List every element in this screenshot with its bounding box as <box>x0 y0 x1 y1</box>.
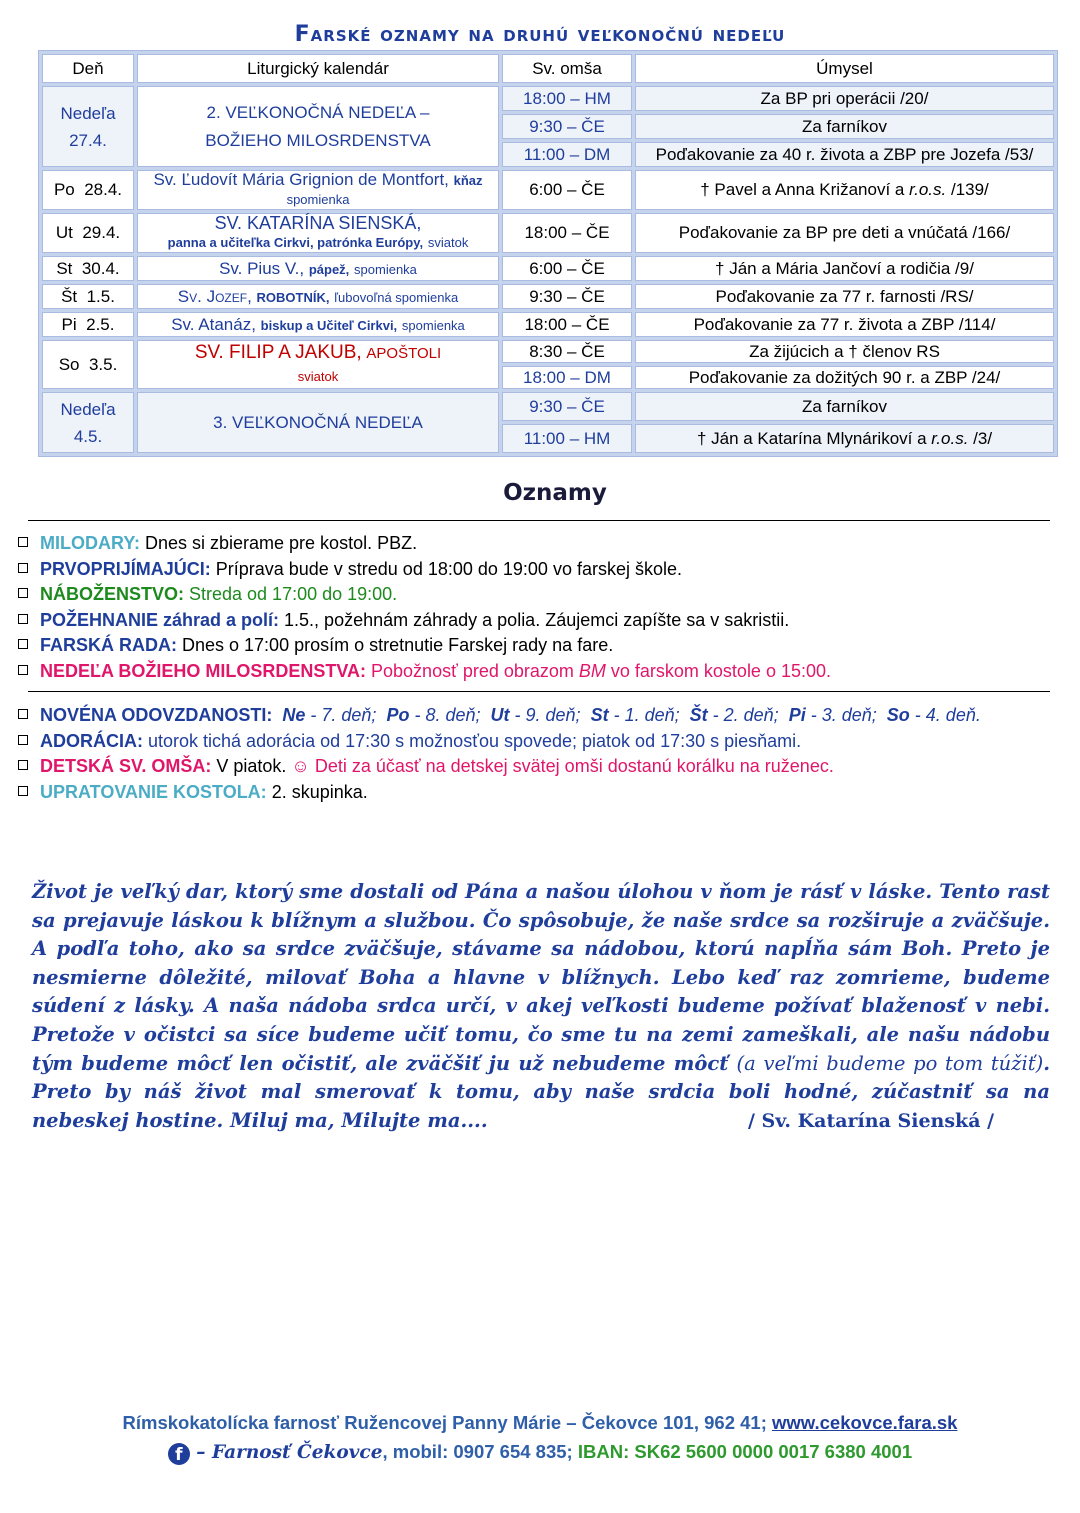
feast-name: Sv. Atanáz, <box>171 314 256 334</box>
list-item <box>18 608 831 634</box>
intent-text: † Ján a Katarína Mlynárikoví a <box>696 428 932 448</box>
item-text: Deti za účasť na detskej svätej omši dostanú korálku na ruženec. <box>309 756 834 776</box>
day-date: 30.4. <box>81 258 120 278</box>
facebook-icon[interactable]: f <box>168 1443 190 1465</box>
feast-name: Sv. Jozef, <box>177 286 252 306</box>
mass-intent <box>635 424 1054 453</box>
table-row <box>42 213 1054 253</box>
footer-address <box>0 1412 1080 1434</box>
feast-rank: biskup a Učiteľ Cirkvi, <box>260 317 398 333</box>
feast-cell <box>137 312 499 337</box>
novena-day: Pi <box>788 705 806 725</box>
mass-time: 6:00 – ČE <box>502 256 632 281</box>
header-day: Deň <box>42 54 134 83</box>
checkbox-bullet-icon <box>18 639 28 649</box>
mass-time: 9:30 – ČE <box>502 284 632 309</box>
feast-rank-label: spomienka <box>401 317 465 333</box>
smiley-icon: ☺ <box>291 756 310 776</box>
mass-time: 11:00 – DM <box>502 142 632 167</box>
day-name: Št <box>61 286 78 306</box>
feast-rank-label: ľubovoľná spomienka <box>334 289 459 305</box>
quote-signature: / Sv. Katarína Sienská / <box>748 1110 995 1132</box>
mass-time: 6:00 – ČE <box>502 170 632 210</box>
day-name: Nedeľa <box>60 399 116 419</box>
table-row <box>42 170 1054 210</box>
feast-cell <box>137 86 499 167</box>
item-text: vo farskom kostole o 15:00. <box>605 660 832 681</box>
novena-count: - 7. deň; <box>305 705 377 725</box>
checkbox-bullet-icon <box>18 588 28 598</box>
mass-time: 18:00 – ČE <box>502 213 632 253</box>
schedule-table <box>38 50 1058 457</box>
item-label: UPRATOVANIE KOSTOLA: <box>40 781 267 802</box>
feast-rank: pápež, <box>308 261 350 277</box>
mass-intent: Poďakovanie za BP pre deti a vnúčatá /166/ <box>635 213 1054 253</box>
feast-rank: APOŠTOLI <box>366 344 442 362</box>
announcements-list-1 <box>18 531 831 684</box>
item-label: FARSKÁ RADA: <box>40 635 177 655</box>
checkbox-bullet-icon <box>18 735 28 745</box>
header-calendar: Liturgický kalendár <box>137 54 499 83</box>
mass-time: 9:30 – ČE <box>502 392 632 421</box>
quote-part: . Preto by náš život mal smerovať k tomu, aby naše srdcia boli hodné, zúčastniť sa na nebeskej hostine. Miluj ma, Milujte ma.... <box>32 1051 1050 1132</box>
intent-text: † Pavel a Anna Križanoví a <box>700 180 910 199</box>
intent-abbrev: r.o.s. <box>909 180 947 199</box>
table-row <box>42 256 1054 281</box>
item-label: POŽEHNANIE záhrad a polí: <box>40 609 280 630</box>
day-date: 2.5. <box>86 314 115 334</box>
mass-intent: Poďakovanie za dožitých 90 r. a ZBP /24/ <box>635 366 1054 389</box>
feast-name: SV. KATARÍNA SIENSKÁ, <box>214 213 422 233</box>
checkbox-bullet-icon <box>18 614 28 624</box>
item-label: ADORÁCIA: <box>40 730 143 751</box>
checkbox-bullet-icon <box>18 665 28 675</box>
footer-address-text: Rímskokatolícka farnosť Ružencovej Panny Márie – Čekovce 101, 962 41; <box>122 1412 773 1433</box>
mass-intent: Za žijúcich a † členov RS <box>635 340 1054 363</box>
novena-count: - 9. deň; <box>509 705 581 725</box>
feast-cell <box>137 340 499 389</box>
novena-count: - 4. deň. <box>909 705 981 725</box>
mass-intent: Za farníkov <box>635 114 1054 139</box>
day-date: 29.4. <box>82 223 121 242</box>
item-text: Streda od 17:00 do 19:00. <box>184 584 398 604</box>
checkbox-bullet-icon <box>18 786 28 796</box>
feast-rank-label: sviatok <box>427 235 469 250</box>
table-row <box>42 86 1054 111</box>
mass-time: 8:30 – ČE <box>502 340 632 363</box>
divider <box>28 691 1050 692</box>
day-date: 4.5. <box>73 426 103 446</box>
list-item-novena <box>18 703 981 729</box>
item-text: Pobožnosť pred obrazom <box>366 660 579 681</box>
list-item <box>18 780 981 806</box>
mass-intent: Poďakovanie za 77 r. života a ZBP /114/ <box>635 312 1054 337</box>
mass-time: 11:00 – HM <box>502 424 632 453</box>
novena-day: Ne <box>282 705 306 725</box>
mass-intent: † Ján a Mária Jančoví a rodičia /9/ <box>635 256 1054 281</box>
table-row <box>42 284 1054 309</box>
intent-abbrev: r.o.s. <box>931 428 969 448</box>
quote-part: Život je veľký dar, ktorý sme dostali od Pána a našou úlohou v ňom je rásť v láske. Tento rast sa prejavuje láskou k blížnym a službou. Čo spôsobuje, že naše srdce sa rozširuje a zväčšuje. A podľa toho, ako sa srdce zväčšuje, stávame sa nádobou, ktorú napĺňa sám Boh. Preto je nesmierne dôležité, milovať Boha a hlavne v blížnych. Lebo keď raz zomrieme, budeme súdení z lásky. A naša nádoba srdca určí, v akej veľkosti budeme požívať blaženosť v nebi. Pretože v očistci sa síce budeme učiť tomu, čo sme tu na zemi zameškali, ale našu nádobu tým budeme môcť len očistiť, ale zväčšiť ju už nebudeme môcť <box>32 880 1050 1075</box>
feast-name: 2. VEĽKONOČNÁ NEDEĽA – <box>206 102 430 122</box>
checkbox-bullet-icon <box>18 709 28 719</box>
novena-day: Po <box>386 705 410 725</box>
mass-time: 18:00 – DM <box>502 366 632 389</box>
item-label: NÁBOŽENSTVO: <box>40 584 184 604</box>
item-label: NEDEĽA BOŽIEHO MILOSRDENSTVA: <box>40 660 367 681</box>
day-cell <box>42 86 134 167</box>
header-intent: Úmysel <box>635 54 1054 83</box>
mass-time: 18:00 – ČE <box>502 312 632 337</box>
novena-day: So <box>886 705 910 725</box>
intent-number: /3/ <box>968 428 993 448</box>
table-row <box>42 340 1054 363</box>
day-name: Pi <box>61 314 77 334</box>
list-item <box>18 659 831 685</box>
list-item <box>18 729 981 755</box>
list-item <box>18 754 981 780</box>
feast-rank: kňaz <box>453 173 483 188</box>
feast-name: Sv. Pius V., <box>219 258 305 278</box>
item-text: 2. skupinka. <box>266 781 368 802</box>
list-item <box>18 582 831 608</box>
item-label: MILODARY: <box>40 533 140 553</box>
day-date: 28.4. <box>84 180 123 199</box>
day-cell <box>42 340 134 389</box>
item-label: NOVÉNA ODOVZDANOSTI: <box>40 705 273 725</box>
day-cell <box>42 170 134 210</box>
list-item <box>18 557 831 583</box>
novena-count: - 8. deň; <box>409 705 481 725</box>
item-label: PRVOPRIJÍMAJÚCI: <box>40 558 211 579</box>
day-date: 1.5. <box>86 286 115 306</box>
intent-number: /139/ <box>946 180 989 199</box>
day-name: Po <box>53 180 75 199</box>
divider <box>28 520 1050 521</box>
day-cell <box>42 392 134 453</box>
list-item <box>18 633 831 659</box>
table-header-row <box>42 54 1054 83</box>
novena-count: - 2. deň; <box>707 705 779 725</box>
day-name: St <box>56 258 73 278</box>
item-text: utorok tichá adorácia od 17:30 s možnosťou spovede; piatok od 17:30 s piesňami. <box>143 730 802 751</box>
mass-intent: Za BP pri operácii /20/ <box>635 86 1054 111</box>
mass-intent: Poďakovanie za 40 r. života a ZBP pre Jozefa /53/ <box>635 142 1054 167</box>
table-row <box>42 392 1054 421</box>
day-cell <box>42 213 134 253</box>
page-title: Farské oznamy na druhú veľkonočnú nedeľu <box>294 22 786 47</box>
quote-text <box>32 878 1050 1135</box>
day-name: So <box>58 354 80 374</box>
item-text: 1.5., požehnám záhrady a polia. Záujemci zapíšte sa v sakristii. <box>279 609 790 630</box>
item-text-italic: BM <box>578 660 606 681</box>
mobile-number: , mobil: 0907 654 835; <box>382 1441 578 1462</box>
item-label: DETSKÁ SV. OMŠA: <box>40 756 212 776</box>
feast-cell: 3. VEĽKONOČNÁ NEDEĽA <box>137 392 499 453</box>
iban-text: IBAN: SK62 5600 0000 0017 6380 4001 <box>577 1441 913 1462</box>
novena-day: St <box>590 705 609 725</box>
day-name: Nedeľa <box>60 103 116 123</box>
checkbox-bullet-icon <box>18 537 28 547</box>
feast-name: SV. FILIP A JAKUB, <box>194 341 362 363</box>
day-name: Ut <box>55 223 73 242</box>
day-cell <box>42 284 134 309</box>
website-link[interactable]: www.cekovce.fara.sk <box>772 1412 958 1433</box>
list-item <box>18 531 831 557</box>
mass-intent: Poďakovanie za 77 r. farnosti /RS/ <box>635 284 1054 309</box>
item-text: Dnes si zbierame pre kostol. PBZ. <box>139 533 418 553</box>
item-text: V piatok. <box>211 756 292 776</box>
mass-time: 9:30 – ČE <box>502 114 632 139</box>
announcements-heading: Oznamy <box>503 480 607 506</box>
novena-day: Št <box>689 705 708 725</box>
novena-count: - 1. deň; <box>608 705 680 725</box>
day-cell <box>42 312 134 337</box>
quote-part-light: (a veľmi budeme po tom túžiť) <box>736 1051 1044 1075</box>
checkbox-bullet-icon <box>18 760 28 770</box>
novena-day: Ut <box>490 705 510 725</box>
footer-contact <box>0 1441 1080 1465</box>
item-text: Príprava bude v stredu od 18:00 do 19:00 vo farskej škole. <box>210 558 682 579</box>
item-text: Dnes o 17:00 prosím o stretnutie Farskej rady na fare. <box>177 635 614 655</box>
feast-rank: panna a učiteľka Cirkvi, patrónka Európy, <box>167 235 424 250</box>
header-mass: Sv. omša <box>502 54 632 83</box>
day-date: 3.5. <box>88 354 118 374</box>
mass-intent <box>635 170 1054 210</box>
mass-intent: Za farníkov <box>635 392 1054 421</box>
checkbox-bullet-icon <box>18 563 28 573</box>
feast-rank: ROBOTNÍK, <box>256 289 330 305</box>
feast-cell <box>137 213 499 253</box>
day-date: 27.4. <box>69 130 107 150</box>
table-row <box>42 312 1054 337</box>
feast-rank-label: sviatok <box>297 368 339 384</box>
feast-name-2: BOŽIEHO MILOSRDENSTVA <box>205 130 431 150</box>
announcements-list-2 <box>18 703 981 805</box>
mass-time: 18:00 – HM <box>502 86 632 111</box>
day-cell <box>42 256 134 281</box>
feast-name: Sv. Ľudovít Mária Grignion de Montfort, <box>153 170 449 189</box>
feast-cell <box>137 256 499 281</box>
novena-count: - 3. deň; <box>805 705 877 725</box>
feast-rank-label: spomienka <box>286 192 350 207</box>
feast-cell <box>137 170 499 210</box>
feast-cell <box>137 284 499 309</box>
feast-rank-label: spomienka <box>354 261 417 277</box>
facebook-page-name[interactable]: – Farnosť Čekovce <box>189 1442 383 1463</box>
